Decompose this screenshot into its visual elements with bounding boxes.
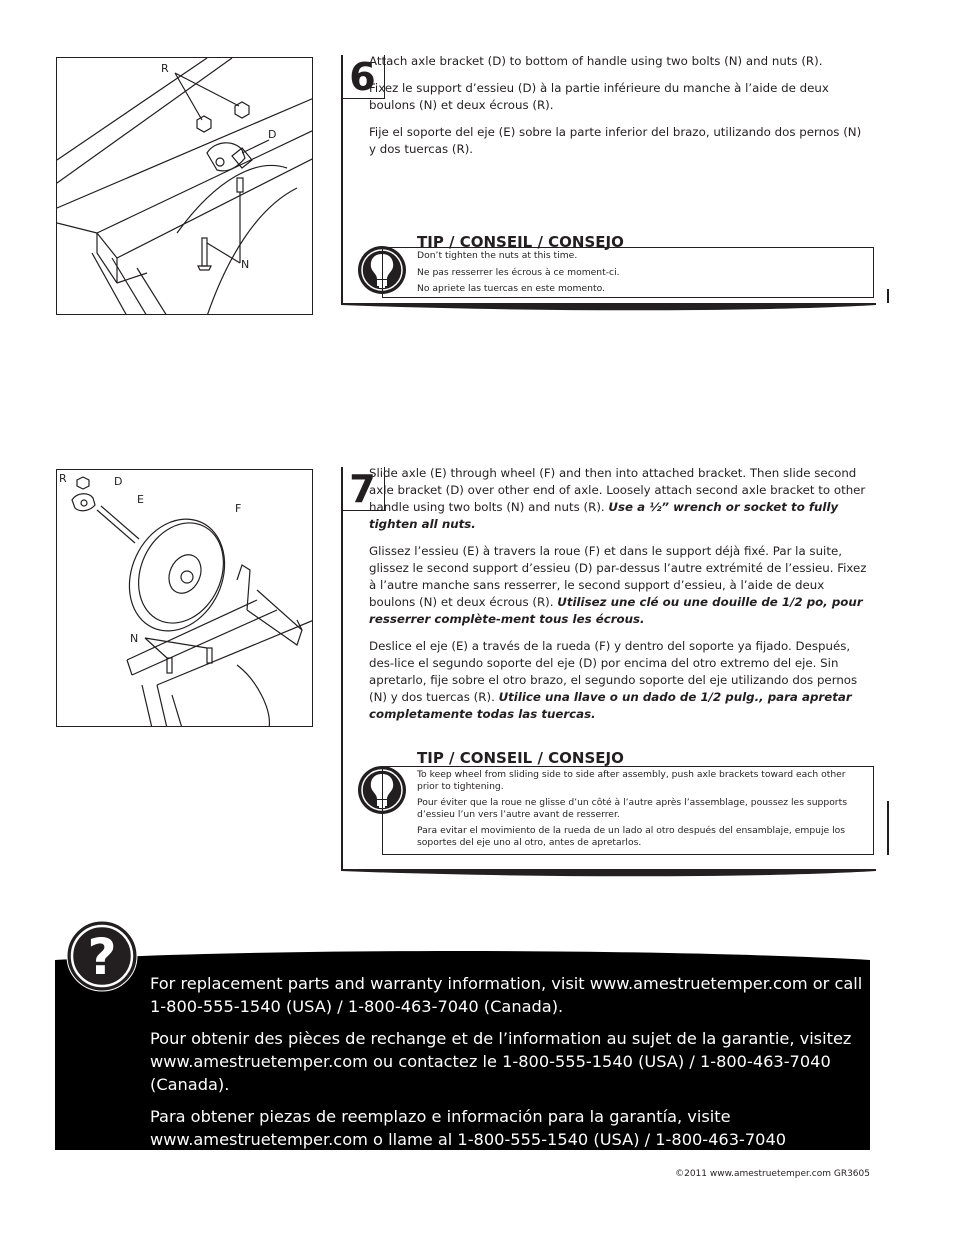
step7-illustration — [56, 469, 313, 727]
step6-text-es: Fije el soporte del eje (E) sobre la parte inferior del brazo, utilizando dos pernos (N) y dos tuercas (R). — [369, 125, 862, 156]
step7-label-f: F — [235, 502, 242, 515]
step7-text-es: Deslice el eje (E) a través de la rueda (F) y dentro del soporte ya fijado. Después, des-lice el segundo soporte del eje (D) por encima del otro extremo del eje. Sin apretarlo, fije sobre el otro brazo, el segundo soporte del eje utilizando dos pernos (N) y dos tuercas (R). Utilice una llave o un dado de 1/2 pulg., para apretar completamente todas las tuercas. — [369, 639, 858, 721]
step6-label-r: R — [161, 62, 169, 75]
step7-tip-es: Para evitar el movimiento de la rueda de un lado al otro después del ensamblaje, empuje los soportes del eje uno al otro, antes de apretarlos. — [417, 825, 846, 848]
step7-label-r: R — [59, 472, 67, 485]
step6-tip-fr: Ne pas resserrer les écrous à ce moment-ci. — [417, 266, 620, 278]
step6-tip-es: No apriete las tuercas en este momento. — [417, 283, 605, 294]
step6-panel — [341, 55, 881, 317]
footer-text-en: For replacement parts and warranty information, visit www.amestruetemper.com or call 1-800-555-1540 (USA) / 1-800-463-7040 (Canada). — [150, 974, 863, 1016]
step6-tip-title: TIP / CONSEIL / CONSEJO — [417, 233, 624, 251]
step7-swoosh — [341, 867, 876, 879]
question-mark-icon — [66, 920, 138, 992]
question-mark-glyph: ? — [87, 928, 117, 986]
step6-instructions — [369, 53, 869, 168]
footer-text-es: Para obtener piezas de reemplazo e información para la garantía, visite www.amestruetemper.com o llame al 1-800-555-1540 (USA) / 1-800-463-7040 (Canada). — [150, 1107, 787, 1172]
step7-number: 7 — [341, 467, 385, 511]
step7-tip-fr: Pour éviter que la roue ne glisse d’un côté à l’autre après l’assemblage, poussez les supports d’essieu l’un vers l’autre avant de resserrer. — [417, 797, 847, 820]
step6-tip-box — [382, 247, 874, 298]
step7-label-n: N — [130, 632, 139, 645]
step7-tip-edge — [887, 801, 889, 855]
step7-rule — [341, 467, 343, 869]
step6-illustration — [56, 57, 313, 315]
step6-tip — [357, 233, 872, 303]
step6-text-en: Attach axle bracket (D) to bottom of handle using two bolts (N) and nuts (R). — [369, 54, 823, 68]
step7-tip-title: TIP / CONSEIL / CONSEJO — [417, 749, 624, 767]
step6-label-n: N — [241, 258, 250, 271]
footer-text-fr: Pour obtenir des pièces de rechange et de l’information au sujet de la garantie, visitez www.amestruetemper.com ou contactez le 1-800-555-1540 (USA) / 1-800-463-7040 (Canada). — [150, 1029, 852, 1094]
step6-tip-edge — [887, 289, 889, 303]
step6-rule — [341, 55, 343, 303]
step7-text-en: Slide axle (E) through wheel (F) and then into attached bracket. Then slide second axle bracket (D) over other end of axle. Loosely attach second axle bracket to other handle using two bolts (N) and nuts (R). Use a ½” wrench or socket to fully tighten all nuts. — [369, 466, 866, 531]
step6-diagram — [57, 58, 313, 315]
step7-text-en-emphasis: Use a ½” wrench or socket to fully tighten all nuts. — [369, 500, 839, 531]
step7-panel — [341, 467, 881, 877]
footer-contact-info — [150, 972, 865, 1183]
step6-label-d: D — [268, 128, 277, 141]
step7-text-fr-emphasis: Utilisez une clé ou une douille de 1/2 po, pour resserrer complète-ment tous les écrous. — [369, 595, 863, 626]
step7-instructions — [369, 465, 869, 733]
step7-diagram — [57, 470, 313, 727]
copyright-notice: ©2011 www.amestruetemper.com GR3605 — [675, 1169, 870, 1179]
step6-tip-en: Don’t tighten the nuts at this time. — [417, 250, 578, 261]
step7-tip-box — [382, 766, 874, 855]
step7-tip — [357, 749, 872, 859]
step7-tip-en: To keep wheel from sliding side to side after assembly, push axle brackets toward each other prior to tightening. — [417, 769, 846, 792]
step7-text-es-emphasis: Utilice una llave o un dado de 1/2 pulg., para apretar completamente todas las tuercas. — [369, 690, 852, 721]
step6-swoosh — [341, 301, 876, 313]
step7-label-d: D — [114, 475, 123, 488]
step6-number: 6 — [341, 55, 385, 99]
step7-text-fr: Glissez l’essieu (E) à travers la roue (F) et dans le support déjà fixé. Par la suite, glissez le second support d’essieu (D) par-dessus l’autre extrémité de l’essieu. Fixez à l’autre manche sans resserrer, le second support d’essieu, à l’aide de deux boulons (N) et deux écrous (R). Utilisez une clé ou une douille de 1/2 po, pour resserrer complète-ment tous les écrous. — [369, 544, 867, 626]
step6-text-fr: Fixez le support d’essieu (D) à la partie inférieure du manche à l’aide de deux boulons (N) et deux écrous (R). — [369, 81, 829, 112]
step7-label-e: E — [137, 493, 144, 506]
